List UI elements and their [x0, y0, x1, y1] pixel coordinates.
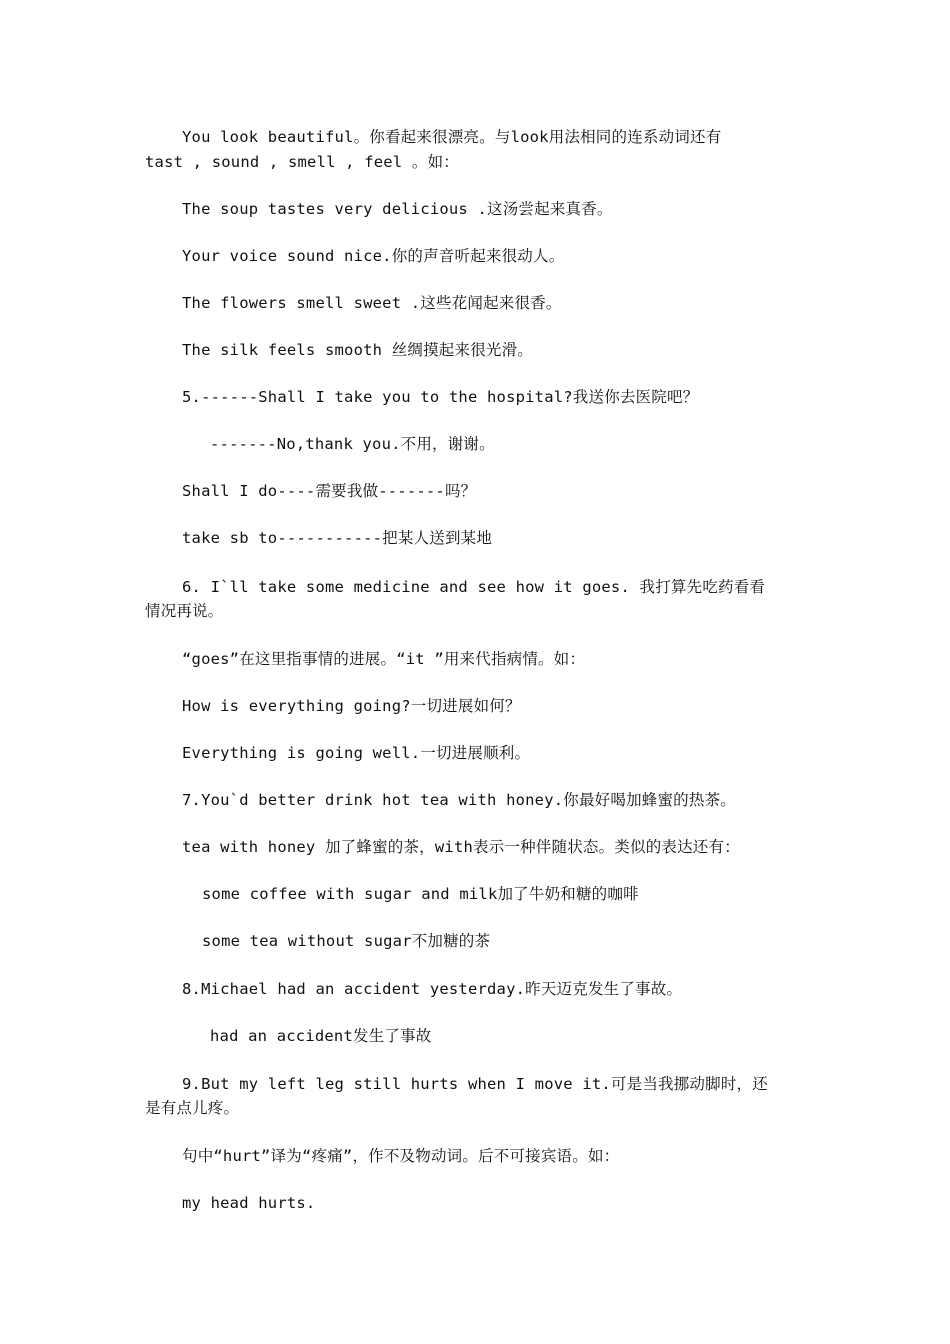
- para-10-line-1: 6. I`ll take some medicine and see how it goes. 我打算先吃药看看: [182, 578, 766, 596]
- para-10-line-2: 情况再说。: [145, 602, 224, 620]
- para-8: Shall I do----需要我做-------吗？: [182, 482, 477, 500]
- para-4: The flowers smell sweet .这些花闻起来很香。: [182, 294, 562, 312]
- para-19: had an accident发生了事故: [210, 1027, 432, 1045]
- para-21: 句中“hurt”译为“疼痛”，作不及物动词。后不可接宾语。如：: [182, 1147, 620, 1165]
- para-12: How is everything going?一切进展如何？: [182, 697, 521, 715]
- para-13: Everything is going well.一切进展顺利。: [182, 744, 531, 762]
- para-5: The silk feels smooth 丝绸摸起来很光滑。: [182, 341, 533, 359]
- para-22: my head hurts.: [182, 1194, 316, 1212]
- para-20-line-2: 是有点儿疼。: [145, 1099, 240, 1117]
- para-1-line-2: tast , sound , smell , feel 。如：: [145, 153, 459, 171]
- para-7: -------No,thank you.不用，谢谢。: [210, 435, 495, 453]
- para-15: tea with honey 加了蜂蜜的茶，with表示一种伴随状态。类似的表达还有：: [182, 838, 740, 856]
- para-9: take sb to-----------把某人送到某地: [182, 529, 493, 547]
- para-1-line-1: You look beautiful。你看起来很漂亮。与look用法相同的连系动词还有: [182, 128, 722, 146]
- para-6: 5.------Shall I take you to the hospital?我送你去医院吧？: [182, 388, 699, 406]
- para-3: Your voice sound nice.你的声音听起来很动人。: [182, 247, 565, 265]
- para-18: 8.Michael had an accident yesterday.昨天迈克发生了事故。: [182, 980, 683, 998]
- para-2: The soup tastes very delicious .这汤尝起来真香。: [182, 200, 613, 218]
- para-16: some coffee with sugar and milk加了牛奶和糖的咖啡: [202, 885, 639, 903]
- para-14: 7.You`d better drink hot tea with honey.你最好喝加蜂蜜的热茶。: [182, 791, 736, 809]
- para-11: “goes”在这里指事情的进展。“it ”用来代指病情。如：: [182, 650, 586, 668]
- para-20-line-1: 9.But my left leg still hurts when I move it.可是当我挪动脚时，还: [182, 1075, 768, 1093]
- para-17: some tea without sugar不加糖的茶: [202, 932, 491, 950]
